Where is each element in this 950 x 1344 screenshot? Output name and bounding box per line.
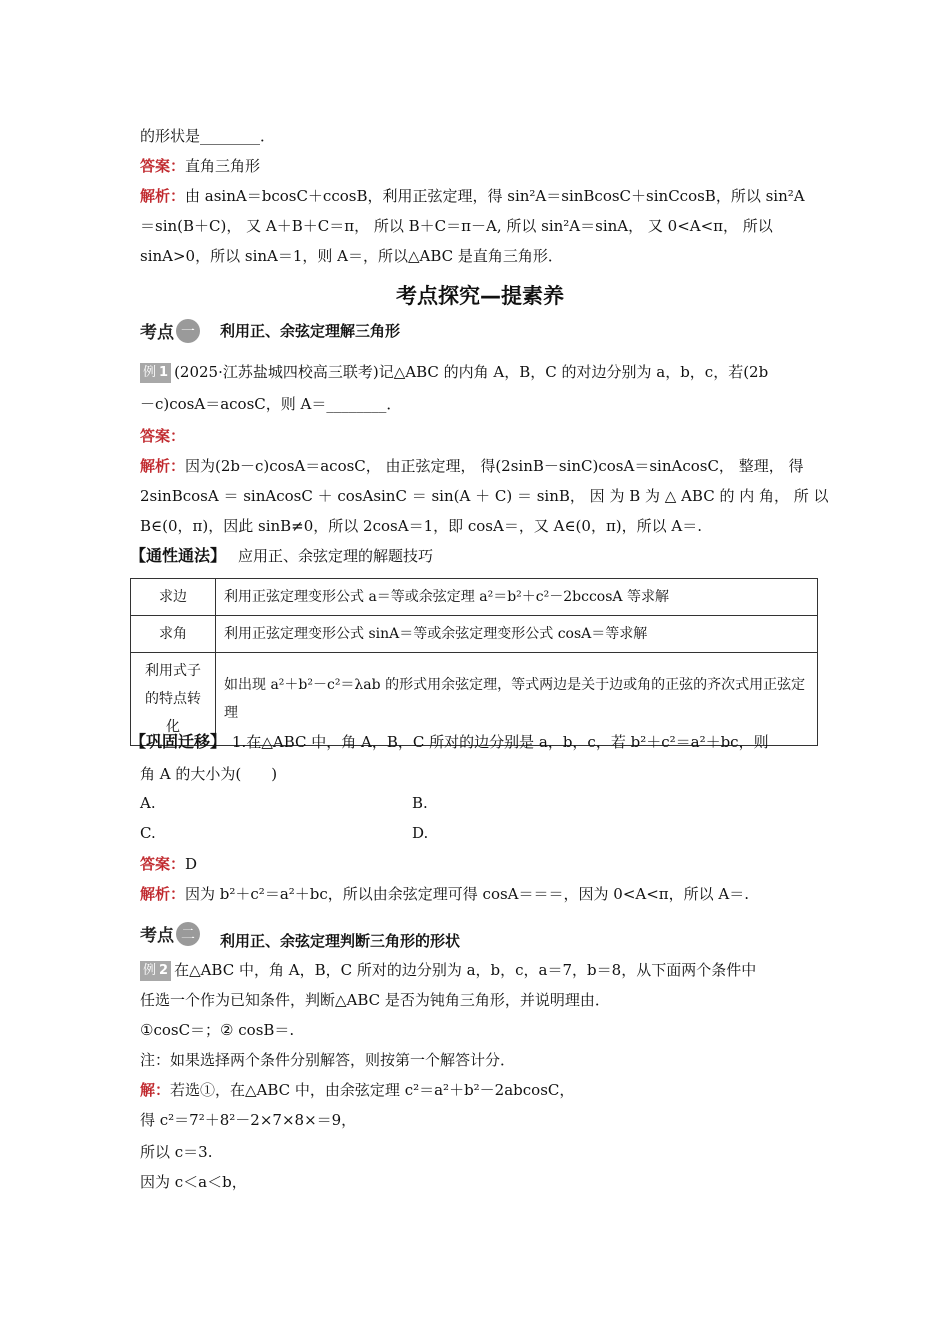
method-header <box>130 546 433 566</box>
table-key-cell: 求角 <box>131 616 216 653</box>
answer-label: 答案： <box>140 427 186 445</box>
example-1-solution-line-2: 2sinBcosA ＝ sinAcosC ＋ cosAsinC ＝ sin(A ＋ C) ＝ sinB， 因 为 B 为 △ ABC 的 内 角， 所 以 <box>140 487 829 505</box>
practice-label: 【巩固迁移】 <box>130 732 227 751</box>
solution-label: 解析： <box>140 457 186 475</box>
previous-solution-line-1: 解析：由 asinA＝bcosC＋ccosB，利用正弦定理，得 sin²A＝sinBcosC＋sinCcosB，所以 sin²A <box>140 187 805 205</box>
example-2-note: 注：如果选择两个条件分别解答，则按第一个解答计分． <box>140 1051 516 1069</box>
practice-solution: 解析：因为 b²＋c²＝a²＋bc，所以由余弦定理可得 cosA＝＝＝，因为 0<A<π，所以 A＝. <box>140 885 750 903</box>
example-1-answer <box>140 426 185 446</box>
table-value-cell: 如出现 a²＋b²－c²＝λab 的形式用余弦定理，等式两边是关于边或角的正弦的齐次式用正弦定理 <box>216 653 818 746</box>
option-d[interactable]: D. <box>412 824 429 842</box>
kaodian-2-title: 利用正、余弦定理判断三角形的形状 <box>220 932 461 950</box>
example-2-question-line-2: 任选一个作为已知条件，判断△ABC 是否为钝角三角形，并说明理由． <box>140 991 610 1009</box>
example-1-question-line-1: 例 1 (2025·江苏盐城四校高三联考)记△ABC 的内角 A，B，C 的对边分别为 a，b，c，若(2b <box>140 362 768 383</box>
example-2-solution-line-1: 解：若选①，在△ABC 中，由余弦定理 c²＝a²＋b²－2abcosC， <box>140 1081 575 1099</box>
table-value-cell: 利用正弦定理变形公式 a＝等或余弦定理 a²＝b²＋c²－2bccosA 等求解 <box>216 579 818 616</box>
table-value-cell: 利用正弦定理变形公式 sinA＝等或余弦定理变形公式 cosA＝等求解 <box>216 616 818 653</box>
kaodian-1-title: 利用正、余弦定理解三角形 <box>220 322 401 340</box>
solution-label: 解析： <box>140 187 186 205</box>
example-2-solution-line-3: 所以 c＝3. <box>140 1143 213 1161</box>
answer-text: 直角三角形 <box>185 157 261 175</box>
kaodian-number-badge: 一 <box>176 319 200 343</box>
solution-label: 解： <box>140 1081 171 1099</box>
kaodian-badge-text: 考点 <box>140 323 174 343</box>
example-1-question-line-2: －c)cosA＝acosC，则 A＝________． <box>140 395 402 413</box>
kaodian-badge-text: 考点 <box>140 926 174 946</box>
example-2-question-line-3: ①cosC＝；② cosB＝. <box>140 1021 295 1039</box>
example-1-badge: 例 1 <box>140 363 171 383</box>
table-row <box>131 616 818 653</box>
example-1-solution-line-1: 解析：因为(2b－c)cosA＝acosC， 由正弦定理， 得(2sinB－sinC)cosA＝sinAcosC， 整理， 得 <box>140 457 804 475</box>
practice-question-line-2: 角 A 的大小为( ) <box>140 765 278 783</box>
kaodian-2-header <box>140 916 460 951</box>
previous-solution-line-2: ＝sin(B＋C)， 又 A＋B＋C＝π， 所以 B＋C＝π－A, 所以 sin²A＝sinA， 又 0<A<π， 所以 <box>140 217 773 235</box>
answer-label: 答案： <box>140 855 186 873</box>
example-2-question-line-1: 例 2 在△ABC 中，角 A，B，C 所对的边分别为 a，b，c，a＝7，b＝8，从下面两个条件中 <box>140 960 756 981</box>
practice-question-line-1: 【巩固迁移】 1.在△ABC 中，角 A，B，C 所对的边分别是 a，b，c，若 b²＋c²＝a²＋bc，则 <box>130 732 769 751</box>
example-2-badge: 例 2 <box>140 961 171 981</box>
solution-label: 解析： <box>140 885 186 903</box>
previous-question-end: 的形状是________． <box>140 127 276 145</box>
option-a[interactable]: A. <box>140 794 156 812</box>
practice-answer <box>140 854 197 874</box>
method-table <box>130 578 818 746</box>
example-2-solution-line-4: 因为 c＜a＜b， <box>140 1173 247 1191</box>
table-key-cell: 利用式子的特点转化 <box>131 653 216 746</box>
previous-answer <box>140 156 260 176</box>
option-b[interactable]: B. <box>412 794 428 812</box>
section-title: 考点探究—提素养 <box>396 284 564 308</box>
example-1-solution-line-3: B∈(0，π)，因此 sinB≠0，所以 2cosA＝1，即 cosA＝，又 A∈(0，π)，所以 A＝. <box>140 517 703 535</box>
option-c[interactable]: C. <box>140 824 156 842</box>
answer-label: 答案： <box>140 157 186 175</box>
table-row <box>131 579 818 616</box>
method-label: 【通性通法】 <box>130 546 227 565</box>
answer-text: D <box>185 855 198 873</box>
example-2-solution-line-2: 得 c²＝7²＋8²－2×7×8×＝9， <box>140 1111 357 1129</box>
kaodian-1-header <box>140 318 400 343</box>
kaodian-number-badge: 二 <box>176 922 200 946</box>
previous-solution-line-3: sinA>0，所以 sinA＝1，则 A＝，所以△ABC 是直角三角形． <box>140 247 563 265</box>
table-key-cell: 求边 <box>131 579 216 616</box>
method-title: 应用正、余弦定理的解题技巧 <box>238 547 434 565</box>
